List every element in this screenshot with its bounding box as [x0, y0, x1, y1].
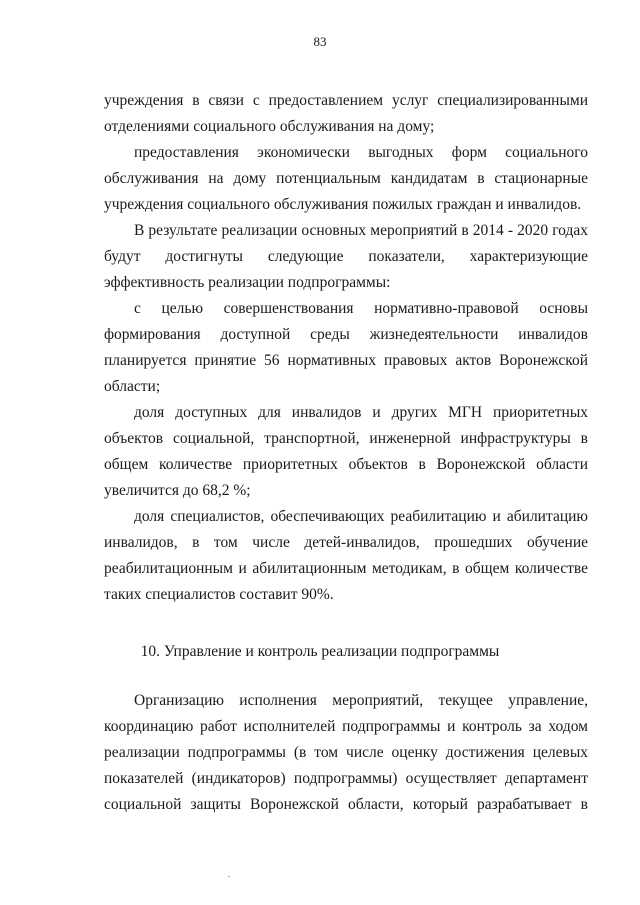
paragraph-continuation: учреждения в связи с предоставлением услуг специализированными отделениями социального обслуживания на дому;	[104, 92, 588, 135]
body-text	[104, 88, 588, 608]
paragraph: Организацию исполнения мероприятий, текущее управление, координацию работ исполнителей подпрограммы и контроль за ходом реализации подпрограммы (в том числе оценку достижения целевых показателей (индикаторов) подпрограммы) осуществляет департамент социальной защиты Воронежской области, который разрабатывает в	[104, 692, 588, 813]
paragraph: с целью совершенствования нормативно-правовой основы формирования доступной среды жизнедеятельности инвалидов планируется принятие 56 нормативных правовых актов Воронежской области;	[104, 300, 588, 395]
paragraph: предоставления экономически выгодных форм социального обслуживания на дому потенциальным кандидатам в стационарные учреждения социального обслуживания пожилых граждан и инвалидов.	[104, 144, 588, 213]
section-body-text	[104, 688, 588, 818]
section-heading: 10. Управление и контроль реализации подпрограммы	[140, 643, 500, 660]
scan-speck	[228, 876, 230, 877]
paragraph: В результате реализации основных мероприятий в 2014 - 2020 годах будут достигнуты следующие показатели, характеризующие эффективность реализации подпрограммы:	[104, 222, 588, 291]
page-number: 83	[313, 34, 327, 49]
paragraph: доля специалистов, обеспечивающих реабилитацию и абилитацию инвалидов, в том числе детей-инвалидов, прошедших обучение реабилитационным и абилитационным методикам, в общем количестве таких специалистов составит 90%.	[104, 508, 588, 603]
paragraph: доля доступных для инвалидов и других МГН приоритетных объектов социальной, транспортной, инженерной инфраструктуры в общем количестве приоритетных объектов в Воронежской области увеличится до 68,2 %;	[104, 404, 588, 499]
